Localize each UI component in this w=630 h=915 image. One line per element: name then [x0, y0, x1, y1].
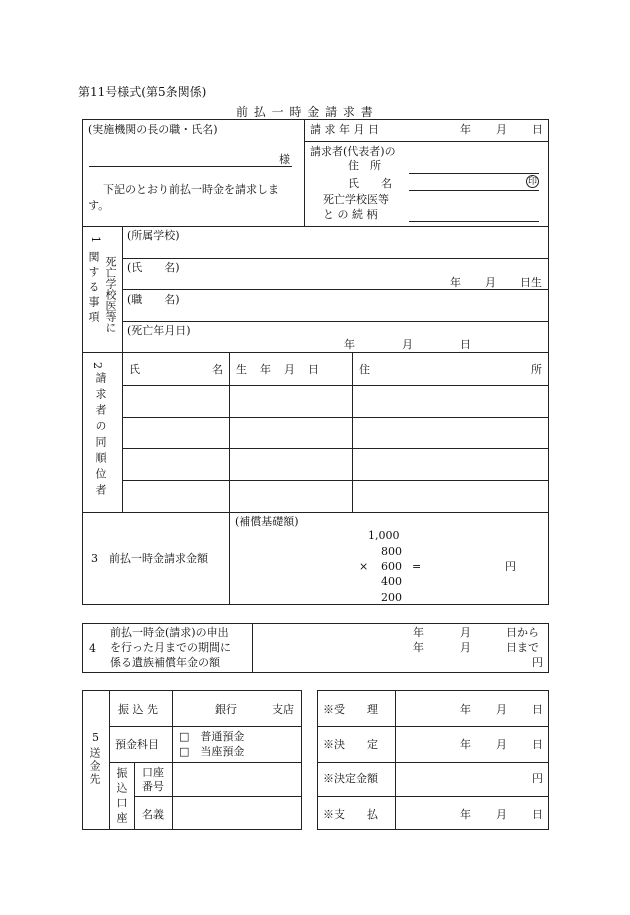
decided-amount-label: ※決定金額 — [323, 772, 378, 785]
death-month: 月 — [402, 338, 413, 351]
section1-number: 1 — [89, 236, 102, 243]
section4-line-1: 前払一時金(請求)の申出 — [110, 626, 229, 639]
period-to-day: 日まで — [506, 641, 539, 654]
account-number-label-1: 口座 — [142, 766, 164, 779]
section3-yen: 円 — [505, 560, 516, 573]
section2-label: 請求者の同順位者 — [94, 372, 107, 500]
base-amount-label: (補償基礎額) — [235, 515, 299, 528]
checkbox-ordinary[interactable]: □ 普通預金 — [179, 730, 245, 743]
received-day: 日 — [532, 703, 543, 716]
period-to-year: 年 — [413, 641, 424, 654]
birth-month: 月 — [485, 276, 496, 289]
paid-year: 年 — [460, 808, 471, 821]
addressee-label: (実施機関の長の職・氏名) — [88, 123, 218, 136]
relation-label-2: と の 続 柄 — [323, 208, 378, 221]
request-text-1: 下記のとおり前払一時金を請求しま — [103, 183, 279, 196]
equals-sign: = — [412, 560, 422, 573]
received-month: 月 — [496, 703, 507, 716]
section5-label: 送金先 — [88, 747, 101, 786]
col-address-b: 所 — [531, 363, 542, 376]
request-date-label: 請 求 年 月 日 — [310, 123, 379, 136]
received-year: 年 — [460, 703, 471, 716]
section1-label-b: 死亡学校医等に — [104, 256, 117, 333]
claimant-label: 請求者(代表者)の — [310, 145, 396, 158]
branch-label: 支店 — [272, 703, 294, 716]
sama-label: 様 — [279, 153, 290, 166]
seal-mark: 印 — [527, 177, 537, 187]
paid-label: ※支 払 — [323, 808, 378, 821]
school-label: (所属学校) — [127, 229, 180, 242]
period-from-month: 月 — [460, 626, 471, 639]
option-600: 600 — [381, 560, 402, 573]
option-200: 200 — [381, 591, 402, 604]
col-name-a: 氏 — [129, 363, 140, 376]
option-1000: 1,000 — [368, 529, 400, 542]
death-date-label: (死亡年月日) — [127, 324, 191, 337]
request-text-2: す。 — [88, 199, 110, 212]
section2-number: 2 — [91, 362, 104, 369]
col-address-a: 住 — [359, 363, 370, 376]
claimant-address-label: 住 所 — [348, 159, 381, 172]
account-type-label: 預金科目 — [115, 738, 159, 751]
checkbox-current[interactable]: □ 当座預金 — [179, 745, 245, 758]
section4-line-3: 係る遺族補償年金の額 — [110, 656, 220, 669]
form-number: 第11号様式(第5条関係) — [78, 85, 207, 99]
paid-day: 日 — [532, 808, 543, 821]
section5-number: 5 — [92, 731, 99, 744]
option-800: 800 — [381, 545, 402, 558]
death-year: 年 — [344, 338, 355, 351]
decided-day: 日 — [532, 738, 543, 751]
request-date-year: 年 — [460, 123, 471, 136]
col-birth: 生 年 月 日 — [236, 363, 320, 376]
decided-year: 年 — [460, 738, 471, 751]
request-date-day: 日 — [532, 123, 543, 136]
transfer-account-label: 振込口座 — [115, 767, 128, 827]
option-400: 400 — [381, 575, 402, 588]
transfer-to-label: 振 込 先 — [118, 703, 158, 716]
decided-amount-yen: 円 — [532, 772, 543, 785]
period-from-year: 年 — [413, 626, 424, 639]
account-holder-label: 名義 — [142, 808, 164, 821]
birth-year: 年 — [450, 276, 461, 289]
section4-yen: 円 — [532, 656, 543, 669]
period-from-day: 日から — [506, 626, 539, 639]
relation-label-1: 死亡学校医等 — [323, 193, 389, 206]
section4-number: 4 — [89, 642, 96, 655]
claimant-name-label: 氏 名 — [348, 177, 392, 190]
section4-line-2: を行った月までの期間に — [110, 641, 231, 654]
period-to-month: 月 — [460, 641, 471, 654]
birth-suffix: 日生 — [520, 276, 542, 289]
deceased-name-label: (氏 名) — [127, 261, 180, 274]
decided-month: 月 — [496, 738, 507, 751]
section1-label-a: 関する事項 — [87, 251, 100, 326]
account-number-label-2: 番号 — [142, 780, 164, 793]
col-name-b: 名 — [212, 363, 223, 376]
paid-month: 月 — [496, 808, 507, 821]
form-title: 前 払 一 時 金 請 求 書 — [236, 105, 374, 119]
section3-label: 3 前払一時金請求金額 — [91, 552, 208, 565]
request-date-month: 月 — [496, 123, 507, 136]
received-label: ※受 理 — [323, 703, 378, 716]
times-sign: × — [359, 560, 369, 573]
post-label: (職 名) — [127, 293, 180, 306]
death-day: 日 — [460, 338, 471, 351]
bank-label: 銀行 — [215, 703, 237, 716]
decided-label: ※決 定 — [323, 738, 378, 751]
